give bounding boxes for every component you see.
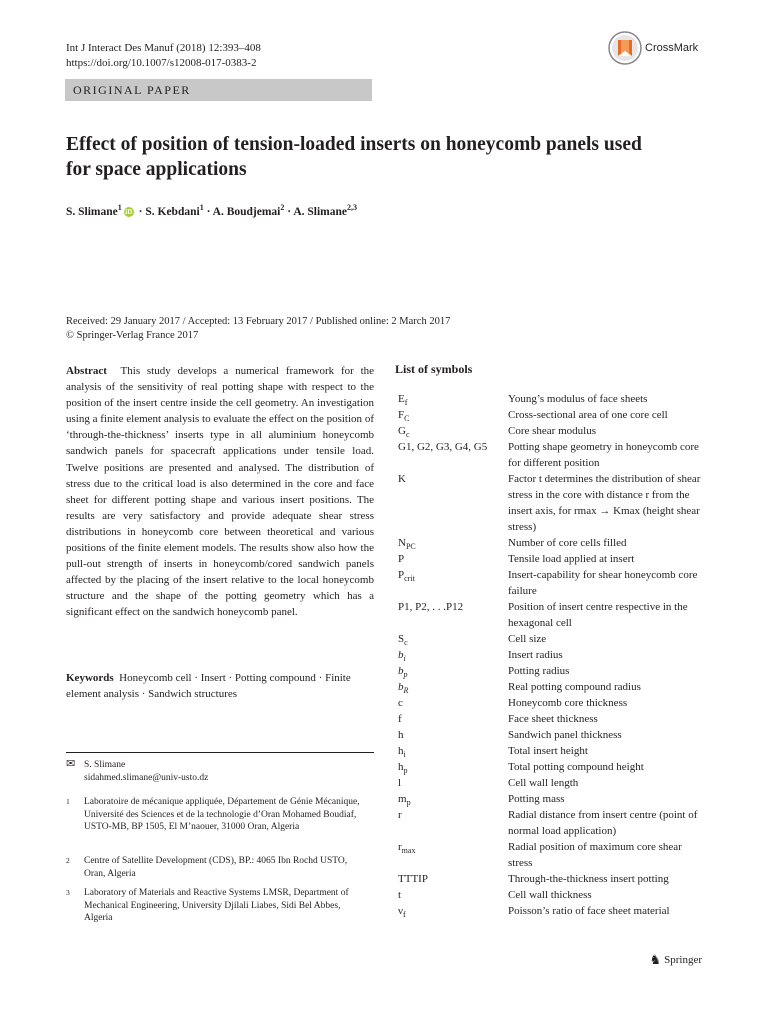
symbol-term xyxy=(398,905,406,919)
symbol-base: r xyxy=(398,841,402,853)
symbol-base: c xyxy=(398,697,403,709)
corresponding-name: S. Slimane xyxy=(84,760,126,770)
symbol-term xyxy=(398,409,409,423)
symbol-definition: Position of insert centre respective in the hexagonal cell xyxy=(508,601,688,629)
symbol-term xyxy=(398,889,401,901)
symbol-base: S xyxy=(398,633,405,645)
author-separator: · xyxy=(284,205,294,218)
author-2[interactable]: S. Kebdani xyxy=(145,205,200,218)
symbol-term xyxy=(398,633,408,647)
symbol-term xyxy=(398,537,416,551)
affiliation-2 xyxy=(66,855,374,881)
symbol-subscript: c xyxy=(405,430,410,440)
symbol-term xyxy=(398,697,403,709)
affiliation-3 xyxy=(66,887,374,927)
symbol-base: b xyxy=(398,681,404,693)
symbol-definition: Potting mass xyxy=(508,793,565,805)
symbol-definition: Factor t determines the distribution of shear stress in the core with distance r from the insert axis, for rmax → Kmax (height shear stress) xyxy=(508,473,701,533)
symbol-definition: Through-the-thickness insert potting xyxy=(508,873,669,885)
symbol-term xyxy=(398,729,404,741)
symbol-definition: Young’s modulus of face sheets xyxy=(508,393,648,405)
publisher-name: Springer xyxy=(664,954,702,966)
symbol-subscript: PC xyxy=(405,542,416,552)
symbol-definition: Poisson’s ratio of face sheet material xyxy=(508,905,670,917)
symbol-base: l xyxy=(398,777,402,789)
journal-citation xyxy=(66,41,261,70)
symbol-term xyxy=(398,873,428,885)
keywords xyxy=(66,670,374,702)
symbol-term xyxy=(398,713,402,725)
symbol-base: E xyxy=(398,393,405,405)
author-separator: · xyxy=(135,205,146,218)
symbol-subscript: p xyxy=(403,766,408,776)
symbol-definition: Radial position of maximum core shear stress xyxy=(508,841,682,869)
symbol-definition: Tensile load applied at insert xyxy=(508,553,635,565)
symbol-term xyxy=(398,745,406,759)
keywords-label: Keywords xyxy=(66,672,114,684)
symbol-definition: Total potting compound height xyxy=(508,761,644,773)
symbol-definition: Potting radius xyxy=(508,665,570,677)
crossmark-badge[interactable] xyxy=(608,31,698,65)
symbol-base: h xyxy=(398,745,404,757)
abstract xyxy=(66,363,374,621)
symbol-definition: Number of core cells filled xyxy=(508,537,627,549)
symbol-term xyxy=(398,425,410,439)
symbol-subscript: p xyxy=(403,670,408,680)
author-1-affiliation: 1 xyxy=(117,203,122,212)
symbol-base: ν xyxy=(398,905,403,917)
envelope-icon: ✉ xyxy=(66,758,76,770)
symbol-subscript: i xyxy=(403,750,406,760)
symbol-term xyxy=(398,393,407,407)
symbol-base: TTTIP xyxy=(398,873,428,885)
symbol-definition: Cell size xyxy=(508,633,547,645)
symbol-base: P xyxy=(398,569,405,581)
symbol-base: b xyxy=(398,649,404,661)
symbol-definition: Total insert height xyxy=(508,745,588,757)
orcid-icon[interactable]: iD xyxy=(125,207,133,216)
springer-horse-icon: ♞ xyxy=(649,952,662,967)
symbol-base: h xyxy=(398,729,404,741)
symbol-base: f xyxy=(398,713,402,725)
corresponding-email[interactable]: sidahmed.slimane@univ-usto.dz xyxy=(84,773,209,783)
author-3[interactable]: A. Boudjemai xyxy=(212,205,281,218)
symbol-term xyxy=(398,601,463,613)
keywords-text: Honeycomb cell · Insert · Potting compound · Finite element analysis · Sandwich structures xyxy=(66,672,351,700)
affiliation-text: Laboratory of Materials and Reactive Systems LMSR, Department of Mechanical Engineering, University Djilali Liabes, Sidi Bel Abbes, Algeria xyxy=(84,888,349,923)
copyright: © Springer-Verlag France 2017 xyxy=(66,329,199,341)
symbol-subscript: max xyxy=(401,846,416,856)
author-4[interactable]: A. Slimane xyxy=(293,205,347,218)
symbol-definition: Insert-capability for shear honeycomb core failure xyxy=(508,569,698,597)
symbol-base: K xyxy=(398,473,406,485)
symbol-subscript: crit xyxy=(404,574,415,584)
history-dates: Received: 29 January 2017 / Accepted: 13 February 2017 / Published online: 2 March 2017 xyxy=(66,316,451,327)
symbol-term xyxy=(398,553,404,565)
symbol-term xyxy=(398,809,402,821)
author-3-affiliation: 2 xyxy=(280,203,285,212)
symbol-definition: Honeycomb core thickness xyxy=(508,697,628,709)
symbol-base: r xyxy=(398,809,402,821)
symbol-definition: Potting shape geometry in honeycomb core for different position xyxy=(508,441,699,469)
paper-title: Effect of position of tension-loaded inserts on honeycomb panels used for space applications xyxy=(66,134,642,180)
publisher-footer xyxy=(649,952,702,968)
article-type-label: ORIGINAL PAPER xyxy=(73,83,191,97)
symbol-base: t xyxy=(398,889,402,901)
footnote-divider xyxy=(66,752,374,753)
affiliation-number: 3 xyxy=(66,888,70,897)
affiliation-1 xyxy=(66,796,374,848)
symbol-definition: Radial distance from insert centre (point of normal load application) xyxy=(508,809,698,837)
symbol-term xyxy=(398,793,411,807)
symbol-term xyxy=(398,441,487,453)
symbol-term xyxy=(398,681,408,695)
abstract-label: Abstract xyxy=(66,365,107,377)
crossmark-label: CrossMark xyxy=(645,42,699,54)
doi-link[interactable]: https://doi.org/10.1007/s12008-017-0383-2 xyxy=(66,56,257,69)
affiliation-number: 1 xyxy=(66,797,70,806)
symbol-definition: Sandwich panel thickness xyxy=(508,729,622,741)
symbol-term xyxy=(398,649,406,663)
symbol-term xyxy=(398,569,415,583)
symbol-definition: Cross-sectional area of one core cell xyxy=(508,409,668,421)
symbol-term xyxy=(398,473,406,485)
crossmark-icon xyxy=(608,31,642,65)
symbol-base: b xyxy=(398,665,404,677)
symbol-definition: Face sheet thickness xyxy=(508,713,598,725)
affiliation-text: Centre of Satellite Development (CDS), BP.: 4065 Ibn Rochd USTO, Oran, Algeria xyxy=(84,856,348,879)
symbol-definition: Cell wall thickness xyxy=(508,889,592,901)
publication-dates xyxy=(66,315,450,342)
symbol-subscript: p xyxy=(406,798,411,808)
symbols-heading: List of symbols xyxy=(395,362,473,376)
symbol-base: m xyxy=(398,793,407,805)
symbol-subscript: C xyxy=(404,414,410,424)
author-2-affiliation: 1 xyxy=(199,203,204,212)
symbol-base: F xyxy=(398,409,405,421)
symbol-subscript: f xyxy=(404,398,408,408)
symbol-term xyxy=(398,777,401,789)
corresponding-author xyxy=(66,759,374,789)
symbol-definition: Cell wall length xyxy=(508,777,579,789)
symbol-definition: Insert radius xyxy=(508,649,563,661)
affiliation-number: 2 xyxy=(66,856,70,865)
abstract-text: This study develops a numerical framework for the analysis of the sensitivity of real potting shape with respect to the position of the insert centre inside the cell geometry. An investigation using a finite element analysis to evaluate the effect on the position of ‘through-the-thickness’ inserts type in all aluminium honeycomb sandwich panels for spacecraft applications under tensile load. Twelve positions are presented and analysed. The distribution of stress due to the critical load is also determined in the core and face sheet for different potting shape and various insert positions. The results are very satisfactory and provide adequate shear stress distributions in honeycomb core between theoretical and various positions of the finite element models. The results show also how the pull-out strength of inserts in honeycomb/cored sandwich panels affected by the placing of the insert relative to the local honeycomb structure and the shape of the potting geometry which has a significant effect on the sandwich honeycomb panel. xyxy=(66,365,375,619)
symbol-term xyxy=(398,665,408,679)
author-list xyxy=(66,203,357,218)
author-4-affiliation: 2,3 xyxy=(347,203,357,212)
symbol-subscript: c xyxy=(404,638,408,648)
symbol-base: G1, G2, G3, G4, G5 xyxy=(398,441,488,453)
article-type-banner xyxy=(65,79,372,101)
symbol-subscript: i xyxy=(403,654,406,664)
affiliation-text: Laboratoire de mécanique appliquée, Département de Génie Mécanique, Université des Sciences et de la technologie d’Oran Mohamed Boudiaf, USTO-MB, BP 1505, El M’naouer, 31000 Oran, Algeria xyxy=(84,797,360,832)
author-separator: · xyxy=(203,205,213,218)
symbol-definition: Core shear modulus xyxy=(508,425,596,437)
symbol-base: P xyxy=(398,553,405,565)
symbol-term xyxy=(398,761,408,775)
symbol-subscript: f xyxy=(402,910,406,920)
author-1[interactable]: S. Slimane xyxy=(66,205,118,218)
journal-line: Int J Interact Des Manuf (2018) 12:393–408 xyxy=(66,42,261,54)
symbol-base: P1, P2, . . .P12 xyxy=(398,601,464,613)
symbol-subscript: R xyxy=(403,686,409,696)
symbol-term xyxy=(398,841,415,855)
symbol-base: h xyxy=(398,761,404,773)
symbol-definition: Real potting compound radius xyxy=(508,681,641,693)
symbol-base: G xyxy=(398,425,406,437)
symbol-base: N xyxy=(398,537,406,549)
